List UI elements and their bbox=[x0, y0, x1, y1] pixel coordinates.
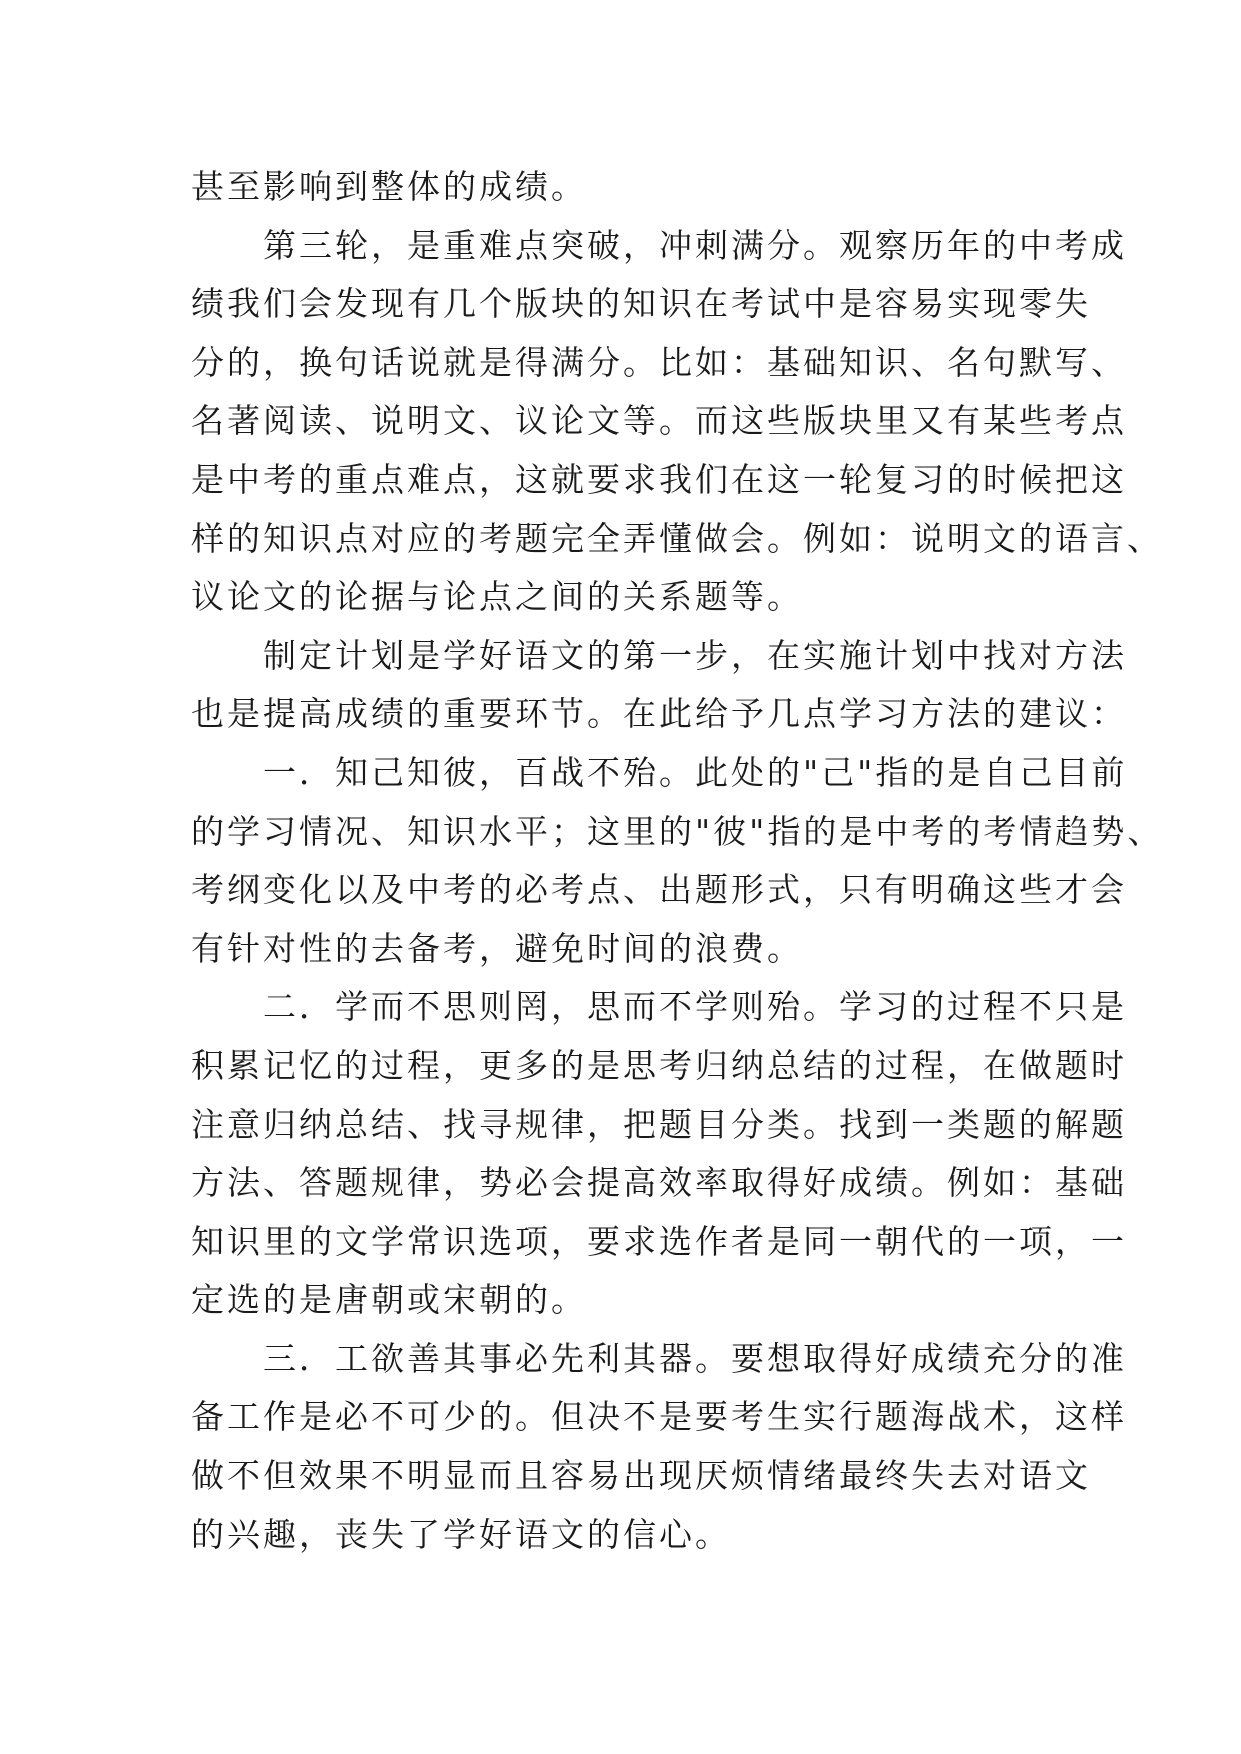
text-line: 知识里的文学常识选项，要求选作者是同一朝代的一项，一 bbox=[191, 1221, 1127, 1261]
text-line: 积累记忆的过程，更多的是思考归纳总结的过程，在做题时 bbox=[191, 1045, 1127, 1085]
text-line: 备工作是必不可少的。但决不是要考生实行题海战术，这样 bbox=[191, 1397, 1127, 1437]
text-line: 议论文的论据与论点之间的关系题等。 bbox=[191, 577, 803, 617]
text-line: 方法、答题规律，势必会提高效率取得好成绩。例如：基础 bbox=[191, 1163, 1127, 1203]
text-line: 第三轮，是重难点突破，冲刺满分。观察历年的中考成 bbox=[263, 225, 1127, 265]
text-line: 也是提高成绩的重要环节。在此给予几点学习方法的建议： bbox=[191, 694, 1127, 734]
text-line: 有针对性的去备考，避免时间的浪费。 bbox=[191, 928, 803, 968]
text-line: 甚至影响到整体的成绩。 bbox=[191, 167, 587, 206]
body-text bbox=[191, 158, 1164, 1564]
text-line: 绩我们会发现有几个版块的知识在考试中是容易实现零失 bbox=[191, 284, 1091, 324]
text-line: 名著阅读、说明文、议论文等。而这些版块里又有某些考点 bbox=[191, 401, 1127, 441]
text-line: 三．工欲善其事必先利其器。要想取得好成绩充分的准 bbox=[263, 1338, 1127, 1378]
text-line: 做不但效果不明显而且容易出现厌烦情绪最终失去对语文 bbox=[191, 1456, 1091, 1496]
text-line: 制定计划是学好语文的第一步，在实施计划中找对方法 bbox=[263, 635, 1127, 675]
text-line: 注意归纳总结、找寻规律，把题目分类。找到一类题的解题 bbox=[191, 1104, 1127, 1144]
text-line: 二．学而不思则罔，思而不学则殆。学习的过程不只是 bbox=[263, 987, 1127, 1027]
text-line: 的兴趣，丧失了学好语文的信心。 bbox=[191, 1514, 731, 1554]
text-line: 分的，换句话说就是得满分。比如：基础知识、名句默写、 bbox=[191, 342, 1127, 382]
text-line: 考纲变化以及中考的必考点、出题形式，只有明确这些才会 bbox=[191, 870, 1127, 910]
text-line: 是中考的重点难点，这就要求我们在这一轮复习的时候把这 bbox=[191, 459, 1127, 499]
text-line: 一．知己知彼，百战不殆。此处的"己"指的是自己目前 bbox=[263, 752, 1128, 792]
text-line: 的学习情况、知识水平；这里的"彼"指的是中考的考情趋势、 bbox=[191, 811, 1164, 851]
text-line: 样的知识点对应的考题完全弄懂做会。例如：说明文的语言、 bbox=[191, 518, 1163, 558]
text-line: 定选的是唐朝或宋朝的。 bbox=[191, 1280, 587, 1320]
